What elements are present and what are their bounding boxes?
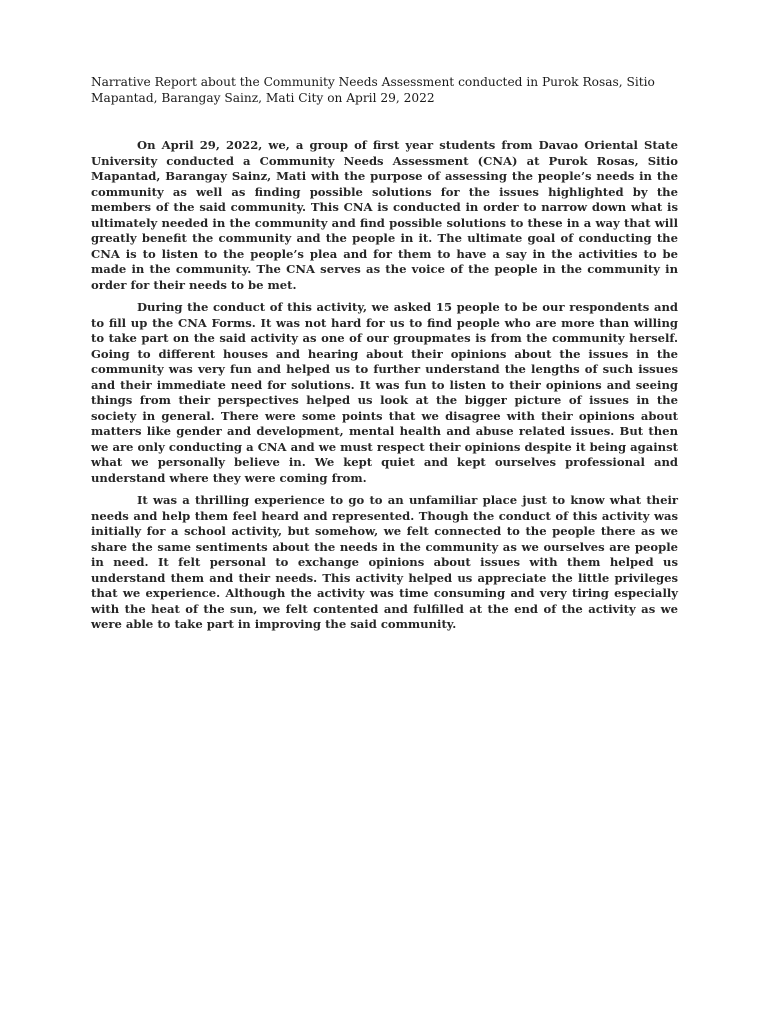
paragraph-3: It was a thrilling experience to go to an unfamiliar place just to know what their needs and help them feel heard and represented. Though the conduct of this activity was initially for a school activity, but somehow, we felt connected to the people there as we share the same sentiments about the needs in the community as we ourselves are people in need. It felt personal to exchange opinions about issues with them helped us understand them and their needs. This activity helped us appreciate the little privileges that we experience. Although the activity was time consuming and very tiring especially with the heat of the sun, we felt contented and fulfilled at the end of the activity as we were able to take part in improving the said community. [91,493,678,631]
paragraph-2: During the conduct of this activity, we asked 15 people to be our respondents and to fill up the CNA Forms. It was not hard for us to find people who are more than willing to take part on the said activity as one of our groupmates is from the community herself. Going to different houses and hearing about their opinions about the issues in the community was very fun and helped us to further understand the lengths of such issues and their immediate need for solutions. It was fun to listen to their opinions and seeing things from their perspectives helped us look at the bigger picture of issues in the society in general. There were some points that we disagree with their opinions about matters like gender and development, mental health and abuse related issues. But then we are only conducting a CNA and we must respect their opinions despite it being against what we personally believe in. We kept quiet and kept ourselves professional and understand where they were coming from. [91,300,678,485]
document-title: Narrative Report about the Community Needs Assessment conducted in Purok Rosas, Sitio Mapantad, Barangay Sainz, Mati City on April 29, 2022 [91,75,655,105]
document-body [91,75,678,640]
paragraph-1: On April 29, 2022, we, a group of first year students from Davao Oriental State University conducted a Community Needs Assessment (CNA) at Purok Rosas, Sitio Mapantad, Barangay Sainz, Mati with the purpose of assessing the people’s needs in the community as well as finding possible solutions for the issues highlighted by the members of the said community. This CNA is conducted in order to narrow down what is ultimately needed in the community and find possible solutions to these in a way that will greatly benefit the community and the people in it. The ultimate goal of conducting the CNA is to listen to the people’s plea and for them to have a say in the activities to be made in the community. The CNA serves as the voice of the people in the community in order for their needs to be met. [91,138,678,292]
